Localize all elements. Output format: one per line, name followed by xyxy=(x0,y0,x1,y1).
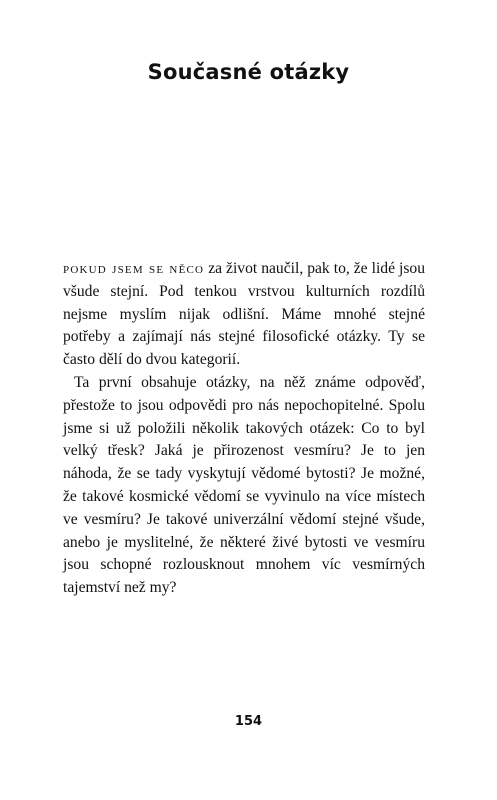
paragraph xyxy=(63,258,425,372)
paragraph: Ta první obsahuje otázky, na něž známe odpověď, přestože to jsou odpovědi pro nás nepochopitelné. Spolu jsme si už položili několik takových otázek: Co to byl velký třesk? Jaká je přirozenost vesmíru? Je to jen náhoda, že se tady vyskytují vědomé bytosti? Je možné, že takové kosmické vědomí se vyvinulo na více místech ve vesmíru? Je takové univerzální vědomí stejné všude, anebo je myslitelné, že některé živé bytosti ve vesmíru jsou schopné rozlousknout mnohem víc vesmírných tajemství než my? xyxy=(63,373,425,597)
opening-smallcaps: pokud jsem se něco xyxy=(63,260,205,277)
chapter-title: Současné otázky xyxy=(147,60,350,84)
page-number: 154 xyxy=(234,714,263,729)
paragraph-text: za život naučil, pak to, že lidé jsou všude stejní. Pod tenkou vrstvou kulturních rozdílů nejsme myslím nijak odlišní. Máme mnohé stejné potřeby a zajímají nás stejné filosofické otázky. Ty se často dělí do dvou kategorií. xyxy=(63,260,425,369)
body-text xyxy=(63,258,425,600)
